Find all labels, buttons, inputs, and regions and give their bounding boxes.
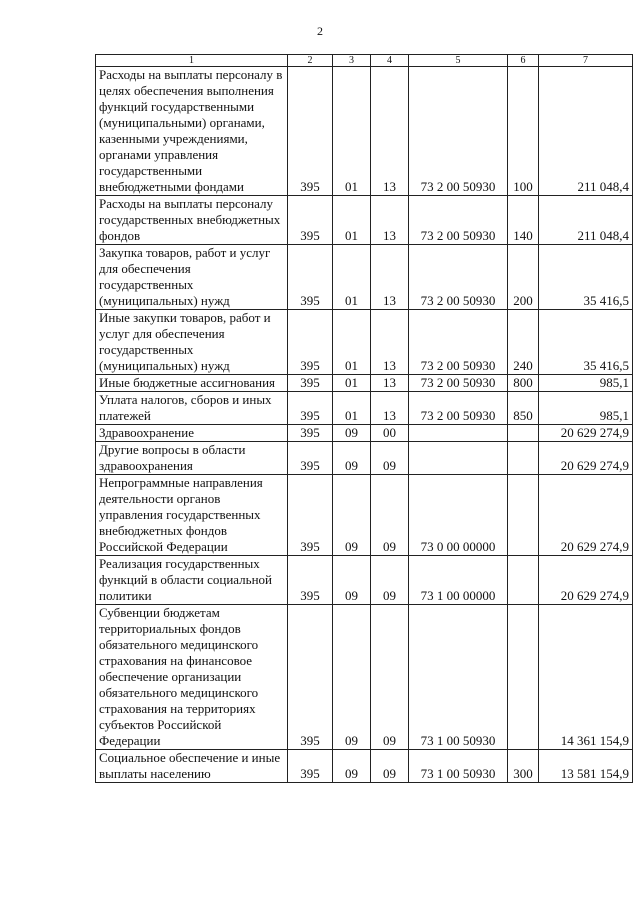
- row-sum: 35 416,5: [539, 245, 633, 310]
- row-vr: 200: [508, 245, 539, 310]
- row-csr: 73 2 00 50930: [409, 196, 508, 245]
- row-vr: 140: [508, 196, 539, 245]
- row-csr: 73 2 00 50930: [409, 67, 508, 196]
- row-sum: 35 416,5: [539, 310, 633, 375]
- row-name: Непрограммные направления деятельности органов управления государственных внебюджетных фондов Российской Федерации: [96, 475, 288, 556]
- row-rz: 09: [333, 425, 371, 442]
- row-rz: 09: [333, 475, 371, 556]
- row-pr: 13: [371, 392, 409, 425]
- row-sum: 985,1: [539, 375, 633, 392]
- table-row: [96, 556, 633, 605]
- row-ved: 395: [288, 196, 333, 245]
- row-csr: 73 1 00 50930: [409, 605, 508, 750]
- row-pr: 13: [371, 196, 409, 245]
- row-name: Социальное обеспечение и иные выплаты населению: [96, 750, 288, 783]
- row-pr: 09: [371, 556, 409, 605]
- row-vr: 850: [508, 392, 539, 425]
- row-name: Расходы на выплаты персоналу в целях обеспечения выполнения функций государственными (муниципальными) органами, казенными учреждениями, органами управления государственными внебюджетными фондами: [96, 67, 288, 196]
- row-ved: 395: [288, 750, 333, 783]
- budget-table: [95, 54, 633, 783]
- row-pr: 09: [371, 442, 409, 475]
- row-vr: [508, 475, 539, 556]
- column-header-2: 2: [288, 55, 333, 67]
- row-sum: 985,1: [539, 392, 633, 425]
- table-row: [96, 442, 633, 475]
- row-pr: 09: [371, 605, 409, 750]
- row-csr: 73 1 00 00000: [409, 556, 508, 605]
- table-row: [96, 425, 633, 442]
- row-ved: 395: [288, 245, 333, 310]
- row-name: Закупка товаров, работ и услуг для обеспечения государственных (муниципальных) нужд: [96, 245, 288, 310]
- row-vr: [508, 442, 539, 475]
- row-pr: 09: [371, 475, 409, 556]
- row-rz: 01: [333, 392, 371, 425]
- table-row: [96, 375, 633, 392]
- row-vr: [508, 556, 539, 605]
- row-pr: 09: [371, 750, 409, 783]
- row-name: Здравоохранение: [96, 425, 288, 442]
- row-name: Иные бюджетные ассигнования: [96, 375, 288, 392]
- row-pr: 13: [371, 310, 409, 375]
- row-ved: 395: [288, 425, 333, 442]
- row-csr: 73 2 00 50930: [409, 245, 508, 310]
- row-sum: 211 048,4: [539, 196, 633, 245]
- row-name: Расходы на выплаты персоналу государственных внебюджетных фондов: [96, 196, 288, 245]
- row-pr: 13: [371, 245, 409, 310]
- row-pr: 00: [371, 425, 409, 442]
- table-row: [96, 310, 633, 375]
- row-csr: [409, 425, 508, 442]
- row-name: Другие вопросы в области здравоохранения: [96, 442, 288, 475]
- row-vr: 240: [508, 310, 539, 375]
- row-csr: 73 2 00 50930: [409, 310, 508, 375]
- row-sum: 211 048,4: [539, 67, 633, 196]
- row-rz: 01: [333, 375, 371, 392]
- row-sum: 20 629 274,9: [539, 442, 633, 475]
- row-rz: 09: [333, 442, 371, 475]
- row-csr: 73 2 00 50930: [409, 375, 508, 392]
- row-ved: 395: [288, 310, 333, 375]
- table-row: [96, 605, 633, 750]
- page-number: 2: [317, 24, 323, 38]
- row-rz: 09: [333, 750, 371, 783]
- column-header-4: 4: [371, 55, 409, 67]
- column-header-1: 1: [96, 55, 288, 67]
- row-csr: 73 0 00 00000: [409, 475, 508, 556]
- row-ved: 395: [288, 442, 333, 475]
- row-sum: 20 629 274,9: [539, 556, 633, 605]
- row-ved: 395: [288, 375, 333, 392]
- column-header-6: 6: [508, 55, 539, 67]
- table-row: [96, 245, 633, 310]
- row-rz: 09: [333, 605, 371, 750]
- row-csr: [409, 442, 508, 475]
- row-sum: 14 361 154,9: [539, 605, 633, 750]
- row-ved: 395: [288, 556, 333, 605]
- row-name: Уплата налогов, сборов и иных платежей: [96, 392, 288, 425]
- row-csr: 73 2 00 50930: [409, 392, 508, 425]
- row-vr: [508, 425, 539, 442]
- row-vr: 300: [508, 750, 539, 783]
- table-row: [96, 196, 633, 245]
- row-vr: 800: [508, 375, 539, 392]
- row-ved: 395: [288, 67, 333, 196]
- column-header-7: 7: [539, 55, 633, 67]
- row-vr: 100: [508, 67, 539, 196]
- row-name: Субвенции бюджетам территориальных фондов обязательного медицинского страхования на финансовое обеспечение организации обязательного медицинского страхования на территориях субъектов Российской Федерации: [96, 605, 288, 750]
- row-name: Иные закупки товаров, работ и услуг для обеспечения государственных (муниципальных) нужд: [96, 310, 288, 375]
- row-rz: 01: [333, 310, 371, 375]
- row-vr: [508, 605, 539, 750]
- row-name: Реализация государственных функций в области социальной политики: [96, 556, 288, 605]
- row-rz: 01: [333, 245, 371, 310]
- row-ved: 395: [288, 392, 333, 425]
- row-rz: 09: [333, 556, 371, 605]
- row-sum: 13 581 154,9: [539, 750, 633, 783]
- row-sum: 20 629 274,9: [539, 425, 633, 442]
- table-row: [96, 392, 633, 425]
- header-row: [96, 55, 633, 67]
- row-csr: 73 1 00 50930: [409, 750, 508, 783]
- column-header-3: 3: [333, 55, 371, 67]
- row-ved: 395: [288, 605, 333, 750]
- table-row: [96, 750, 633, 783]
- row-rz: 01: [333, 67, 371, 196]
- column-header-5: 5: [409, 55, 508, 67]
- table-row: [96, 67, 633, 196]
- row-sum: 20 629 274,9: [539, 475, 633, 556]
- row-rz: 01: [333, 196, 371, 245]
- table-row: [96, 475, 633, 556]
- row-ved: 395: [288, 475, 333, 556]
- row-pr: 13: [371, 375, 409, 392]
- row-pr: 13: [371, 67, 409, 196]
